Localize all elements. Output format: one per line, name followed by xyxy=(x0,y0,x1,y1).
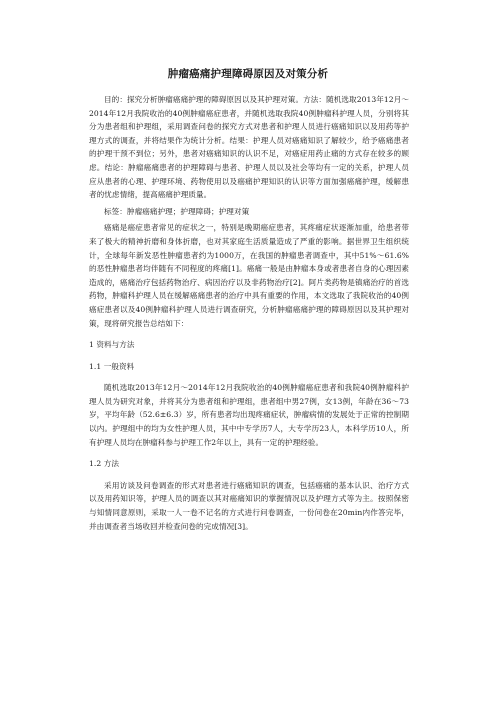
paper-title: 肿瘤癌痛护理障碍原因及对策分析 xyxy=(167,68,329,80)
methods-paragraph: 采用访谈及问卷调查的形式对患者进行癌痛知识的调查，包括癌痛的基本认识、治疗方式以及用药知识等，护理人员的调查以其对癌痛知识的掌握情况以及护理方式等为主。按照保密与知情同意原则，采取一人一卷不记名的方式进行问卷调查，一份问卷在20min内作答完毕，并由调查者当场收回并检查问卷的完成情况[3]。 xyxy=(89,480,409,531)
paper-body xyxy=(89,93,409,533)
abstract-paragraph: 目的：探究分析肿瘤癌痛护理的障碍原因以及其护理对策。方法：随机选取2013年12月～2014年12月我院收治的40例肿瘤癌症患者，并随机选取我院40例肿瘤科护理人员，分别将其分为患者组和护理组，采用调查问卷的探究方式对患者和护理人员进行癌痛知识以及用药等护理方式的调查，并将结果作为统计分析。结果：护理人员对癌痛知识了解较少，给予癌痛患者的护理干预不到位；另外，患者对癌痛知识的认识不足，对癌症用药止痛的方式存在较多的顾虑。结论：肿瘤癌痛患者的护理障碍与患者、护理人员以及社会等均有一定的关系，护理人员应从患者的心理、护理环境、药物使用以及癌痛护理知识的认识等方面加强癌痛护理，缓解患者的忧虑情绪，提高癌痛护理质量。 xyxy=(89,95,409,200)
keywords-line: 标签：肿瘤癌痛护理；护理障碍；护理对策 xyxy=(104,206,250,216)
subsection-heading-1-2: 1.2 方法 xyxy=(89,459,119,469)
subsection-heading-1-1: 1.1 一般资料 xyxy=(89,361,135,371)
section-heading-1: 1 资料与方法 xyxy=(89,340,135,350)
intro-paragraph: 癌痛是癌症患者常见的症状之一，特别是晚期癌症患者，其疼痛症状逐渐加重，给患者带来了极大的精神折磨和身体折磨，也对其家庭生活质量造成了严重的影响。据世界卫生组织统计，全球每年新发恶性肿瘤患者约为1000万，在我国的肿瘤患者调查中，其中51%～61.6%的恶性肿瘤患者均伴随有不同程度的疼痛[1]。癌痛一般是由肿瘤本身或者患者自身的心理因素造成的，癌痛治疗包括药物治疗、病因治疗以及非药物治疗[2]。阿片类药物是镇痛治疗的首选药物，肿瘤科护理人员在缓解癌痛患者的治疗中具有重要的作用，本文选取了我院收治的40例癌症患者以及40例肿瘤科护理人员进行调查研究，分析肿瘤癌痛护理的障碍原因以及其护理对策，现将研究报告总结如下： xyxy=(89,223,409,328)
general-info-paragraph: 随机选取2013年12月～2014年12月我院收治的40例肿瘤癌症患者和我院40例肿瘤科护理人员为研究对象，并将其分为患者组和护理组，患者组中男27例，女13例，年龄在36～73岁，平均年龄（52.6±6.3）岁，所有患者均出现疼痛症状，肿瘤病情的发展处于正常的控制期以内。护理组中的均为女性护理人员，其中中专学历7人，大专学历23人，本科学历10人，所有护理人员均在肿瘤科参与护理工作2年以上，具有一定的护理经验。 xyxy=(89,383,409,447)
